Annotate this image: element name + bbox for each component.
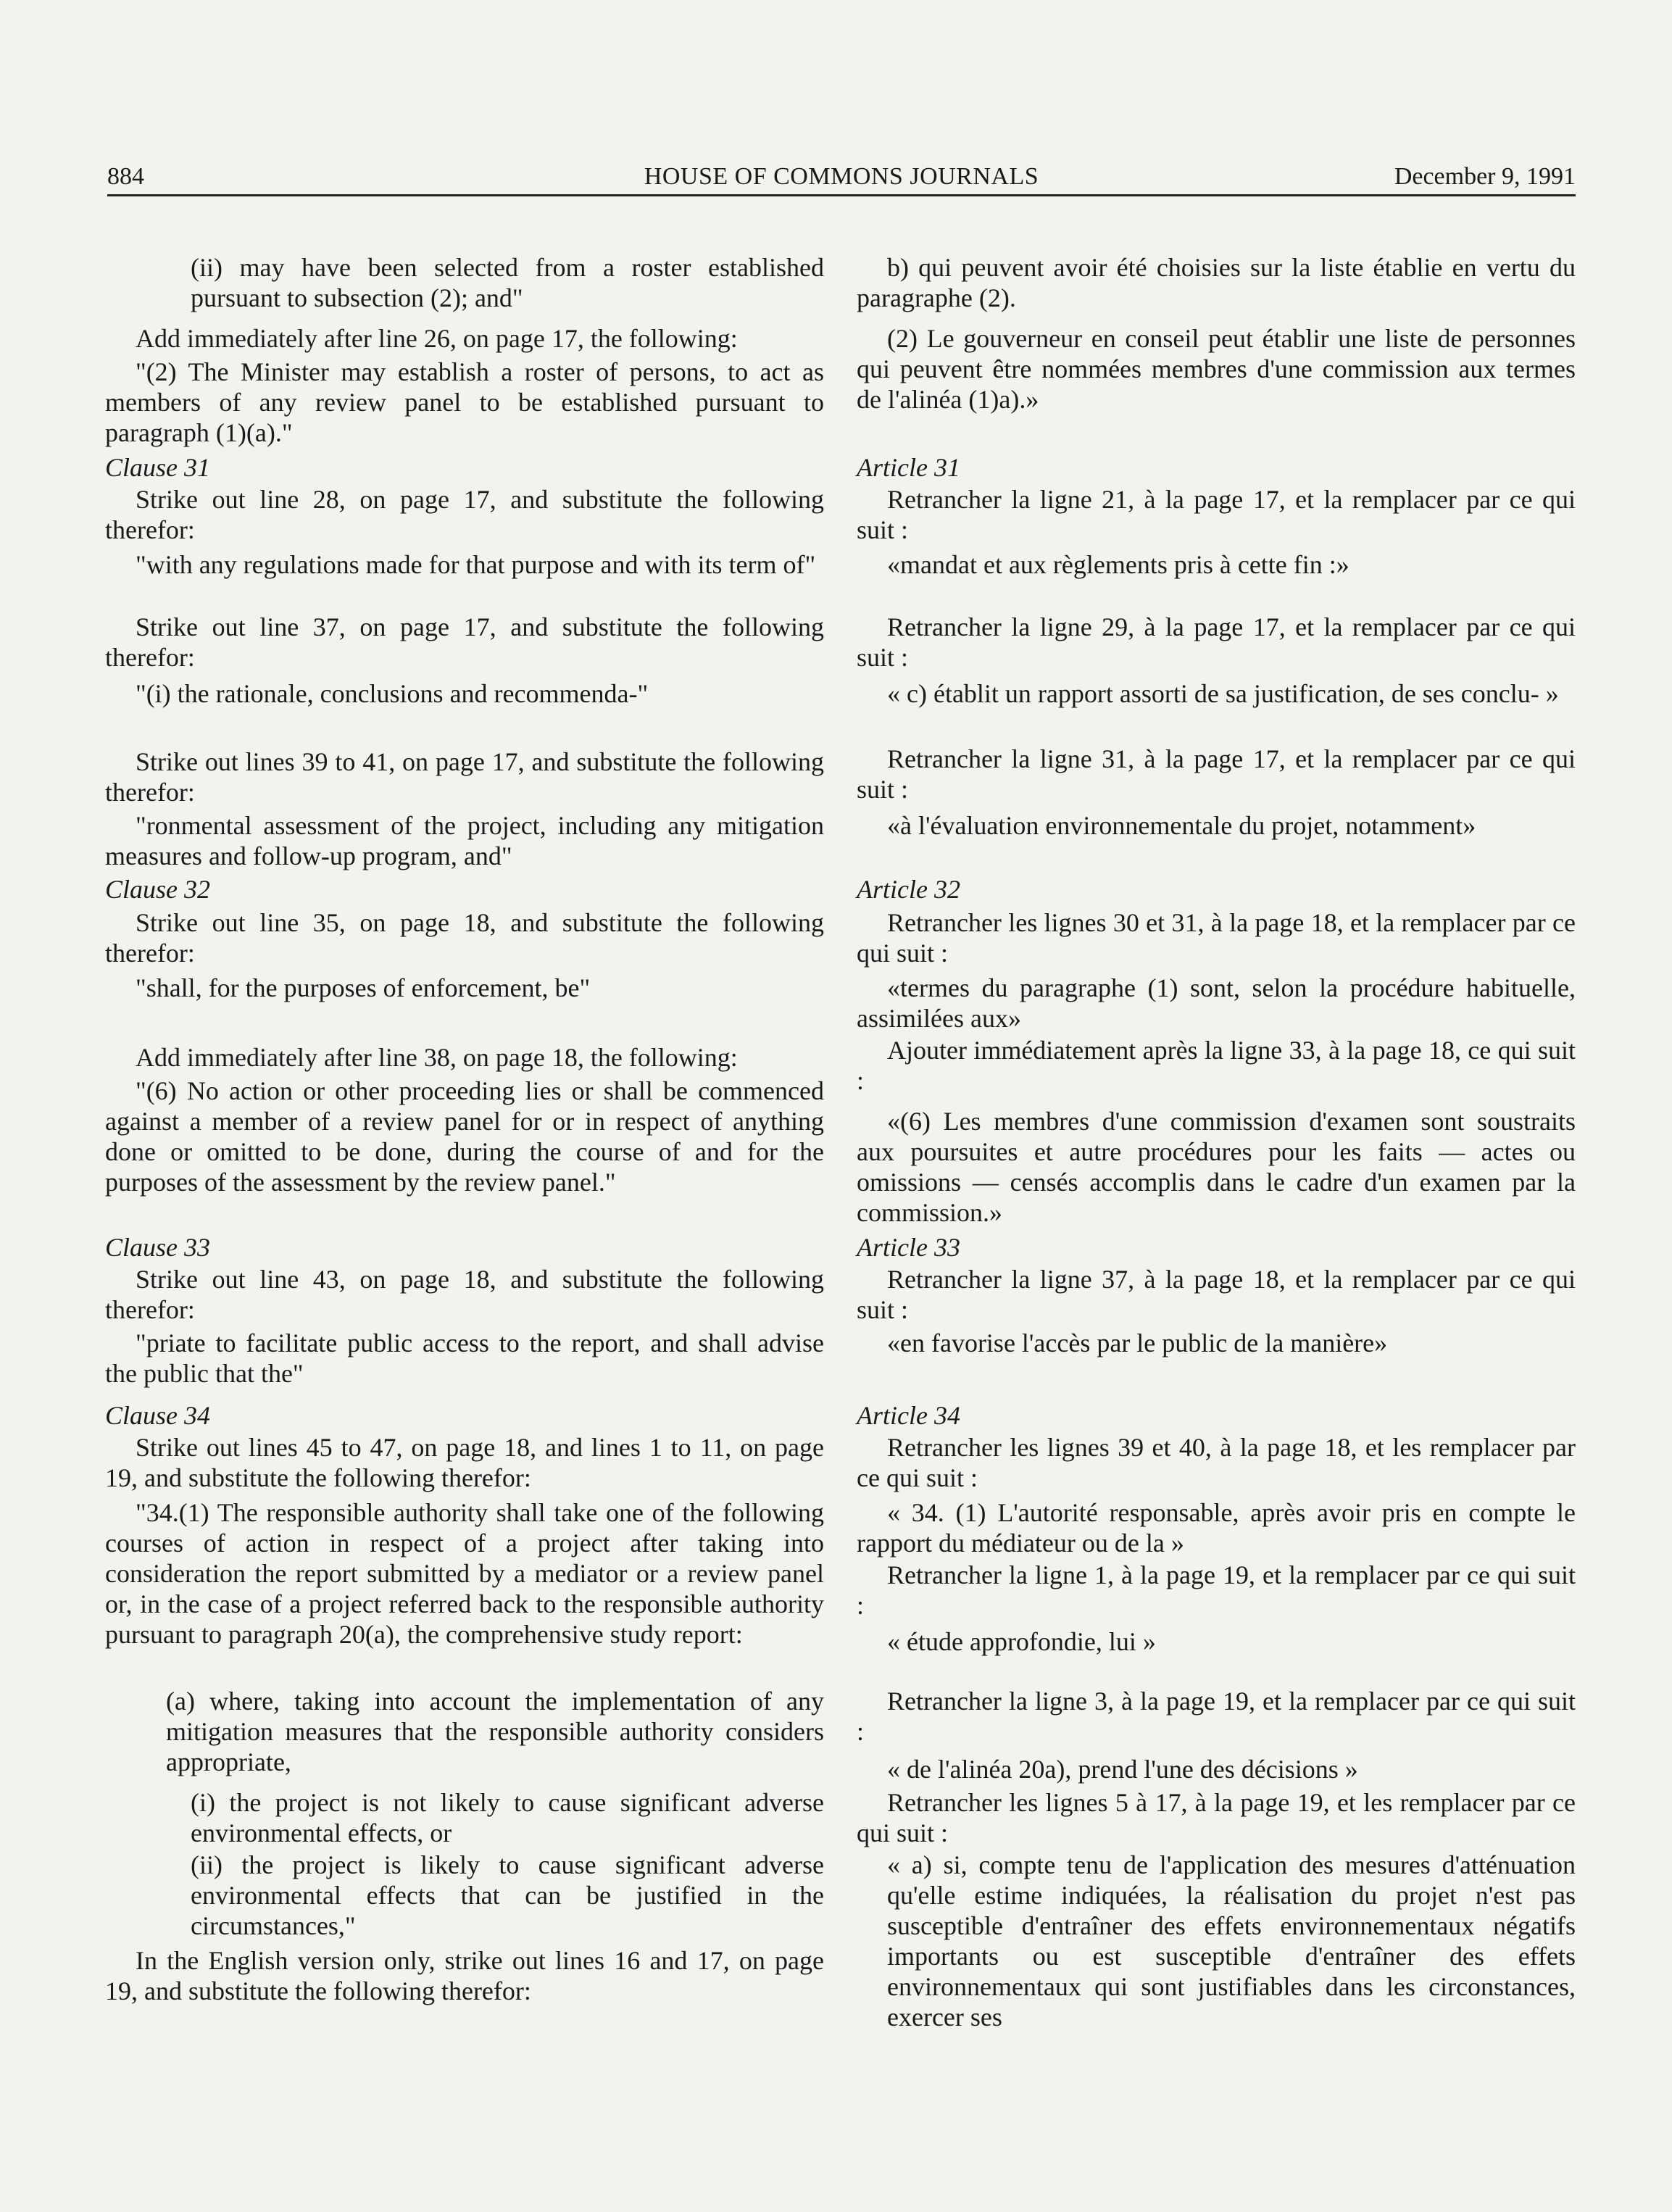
paragraph: Ajouter immédiatement après la ligne 33, à la page 18, ce qui suit : <box>857 1036 1576 1095</box>
paragraph: In the English version only, strike out lines 16 and 17, on page 19, and substitute the following therefor: <box>105 1946 824 2005</box>
paragraph: Strike out line 37, on page 17, and substitute the following therefor: <box>105 612 824 672</box>
paragraph: Strike out line 28, on page 17, and substitute the following therefor: <box>105 485 824 544</box>
paragraph: (i) the project is not likely to cause significant adverse environmental effects, or <box>191 1788 824 1847</box>
article-heading: Article 31 <box>857 453 960 482</box>
paragraph: Retrancher la ligne 3, à la page 19, et la remplacer par ce qui suit : <box>857 1687 1576 1746</box>
paragraph: « étude approfondie, lui » <box>887 1627 1156 1656</box>
clause-heading: Clause 34 <box>105 1401 211 1430</box>
page-number: 884 <box>107 163 144 190</box>
paragraph: Retrancher la ligne 37, à la page 18, et la remplacer par ce qui suit : <box>857 1265 1576 1324</box>
clause-heading: Clause 32 <box>105 875 211 904</box>
paragraph: "shall, for the purposes of enforcement, be" <box>136 973 591 1002</box>
paragraph: (2) Le gouverneur en conseil peut établir une liste de personnes qui peuvent être nommées membres d'une commission aux termes de l'alinéa (1)a).» <box>857 324 1576 414</box>
paragraph: Add immediately after line 26, on page 17, the following: <box>136 324 738 353</box>
paragraph: Retrancher les lignes 39 et 40, à la page 18, et les remplacer par ce qui suit : <box>857 1433 1576 1492</box>
paragraph: Strike out line 43, on page 18, and substitute the following therefor: <box>105 1265 824 1324</box>
paragraph: b) qui peuvent avoir été choisies sur la liste établie en vertu du paragraphe (2). <box>857 253 1576 312</box>
paragraph: «termes du paragraphe (1) sont, selon la procédure habituelle, assimilées aux» <box>857 973 1576 1033</box>
paragraph: « a) si, compte tenu de l'application des mesures d'atténuation qu'elle estime indiquées, la réalisation du projet n'est pas susceptible d'entraîner des effets environnementaux négatifs importants ou est susceptible d'entraîner des effets environnementaux qui sont justifiables dans les circonstances, exercer ses <box>887 1850 1576 2032</box>
paragraph: « c) établit un rapport assorti de sa justification, de ses conclu- » <box>887 679 1559 708</box>
paragraph: Retrancher la ligne 21, à la page 17, et la remplacer par ce qui suit : <box>857 485 1576 544</box>
paragraph: Strike out lines 39 to 41, on page 17, and substitute the following therefor: <box>105 747 824 807</box>
paragraph: Add immediately after line 38, on page 18, the following: <box>136 1043 738 1072</box>
header-rule <box>107 194 1576 196</box>
article-heading: Article 32 <box>857 875 960 904</box>
paragraph: (a) where, taking into account the implementation of any mitigation measures that the responsible authority considers appropriate, <box>166 1687 824 1776</box>
paragraph: "(6) No action or other proceeding lies or shall be commenced against a member of a review panel for or in respect of anything done or omitted to be done, during the course of and for the purposes of the assessment by the review panel." <box>105 1076 824 1197</box>
paragraph: "ronmental assessment of the project, including any mitigation measures and follow-up program, and" <box>105 811 824 870</box>
paragraph: «(6) Les membres d'une commission d'examen sont soustraits aux poursuites et autre procédures pour les faits — actes ou omissions — censés accomplis dans le cadre d'un examen par la commission.» <box>857 1107 1576 1227</box>
paragraph: Retrancher les lignes 30 et 31, à la page 18, et la remplacer par ce qui suit : <box>857 908 1576 968</box>
paragraph: "with any regulations made for that purpose and with its term of" <box>136 550 816 579</box>
paragraph: Retrancher la ligne 29, à la page 17, et la remplacer par ce qui suit : <box>857 612 1576 672</box>
clause-heading: Clause 33 <box>105 1233 211 1262</box>
paragraph: "(i) the rationale, conclusions and recommenda-" <box>136 679 649 708</box>
paragraph: Strike out line 35, on page 18, and substitute the following therefor: <box>105 908 824 968</box>
paragraph: «à l'évaluation environnementale du projet, notamment» <box>887 811 1476 840</box>
paragraph: "priate to facilitate public access to the report, and shall advise the public that the" <box>105 1329 824 1388</box>
article-heading: Article 34 <box>857 1401 960 1430</box>
paragraph: « de l'alinéa 20a), prend l'une des décisions » <box>887 1755 1358 1784</box>
paragraph: "(2) The Minister may establish a roster of persons, to act as members of any review panel to be established pursuant to paragraph (1)(a)." <box>105 357 824 447</box>
paragraph: «mandat et aux règlements pris à cette fin :» <box>887 550 1349 579</box>
paragraph: «en favorise l'accès par le public de la manière» <box>887 1329 1388 1357</box>
paragraph: « 34. (1) L'autorité responsable, après avoir pris en compte le rapport du médiateur ou de la » <box>857 1498 1576 1558</box>
journal-title: HOUSE OF COMMONS JOURNALS <box>644 163 1039 190</box>
page-date: December 9, 1991 <box>1394 163 1576 190</box>
paragraph: Retrancher la ligne 1, à la page 19, et la remplacer par ce qui suit : <box>857 1560 1576 1620</box>
clause-heading: Clause 31 <box>105 453 211 482</box>
paragraph: Retrancher les lignes 5 à 17, à la page 19, et les remplacer par ce qui suit : <box>857 1788 1576 1847</box>
paragraph: Retrancher la ligne 31, à la page 17, et la remplacer par ce qui suit : <box>857 744 1576 804</box>
paragraph: (ii) the project is likely to cause significant adverse environmental effects that can be justified in the circumstances," <box>191 1850 824 1940</box>
paragraph: "34.(1) The responsible authority shall take one of the following courses of action in respect of a project after taking into consideration the report submitted by a mediator or a review panel or, in the case of a project referred back to the responsible authority pursuant to paragraph 20(a), the comprehensive study report: <box>105 1498 824 1649</box>
article-heading: Article 33 <box>857 1233 960 1262</box>
page-header <box>107 161 1576 193</box>
paragraph: Strike out lines 45 to 47, on page 18, and lines 1 to 11, on page 19, and substitute the following therefor: <box>105 1433 824 1492</box>
paragraph: (ii) may have been selected from a roster established pursuant to subsection (2); and" <box>191 253 824 312</box>
